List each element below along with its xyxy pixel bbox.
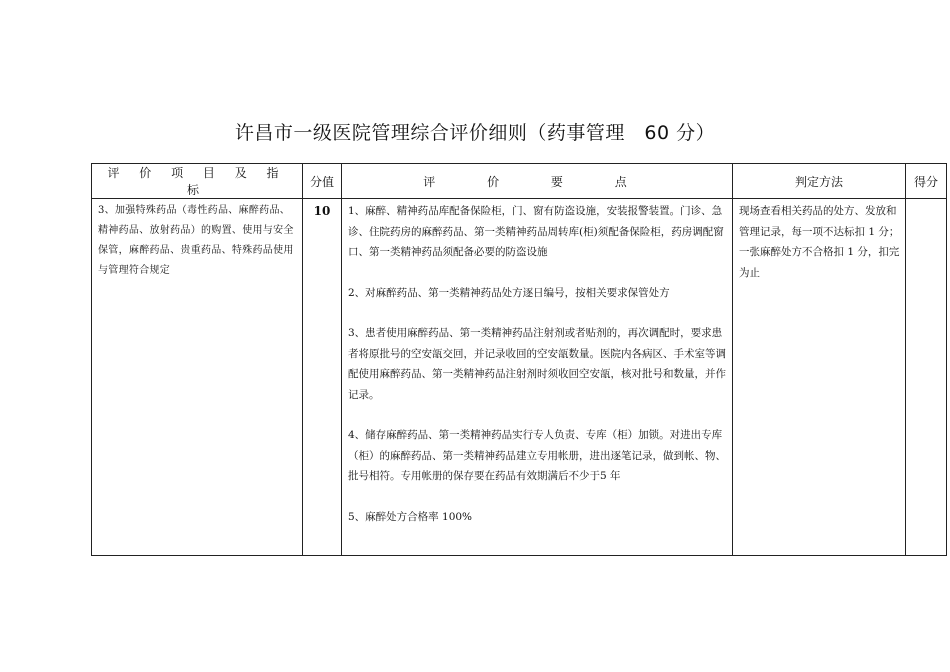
point-1: 1、麻醉、精神药品库配备保险柜，门、窗有防盗设施，安装报警装置。门诊、急诊、住院药房的麻醉药品、第一类精神药品周转库(柜)须配备保险柜，药房调配窗口、第一类精神药品须配备必要的防盗设施 bbox=[348, 205, 724, 258]
evaluation-table bbox=[91, 163, 947, 556]
point-4: 4、储存麻醉药品、第一类精神药品实行专人负责、专库（柜）加锁。对进出专库（柜）的麻醉药品、第一类精神药品建立专用帐册，进出逐笔记录，做到帐、物、批号相符。专用帐册的保存要在药品有效期满后不少于5 年 bbox=[348, 429, 726, 482]
header-earned: 得分 bbox=[906, 164, 947, 199]
table-row bbox=[92, 199, 947, 556]
item-cell bbox=[92, 199, 303, 556]
point-2: 2、对麻醉药品、第一类精神药品处方逐日编号，按相关要求保管处方 bbox=[348, 286, 670, 299]
method-text: 现场查看相关药品的处方、发放和管理记录，每一项不达标扣 1 分；一张麻醉处方不合格扣 1 分，扣完为止 bbox=[739, 205, 900, 279]
header-points: 评 价 要 点 bbox=[342, 164, 733, 199]
table-header-row bbox=[92, 164, 947, 199]
earned-cell bbox=[906, 199, 947, 556]
item-text: 3、加强特殊药品（毒性药品、麻醉药品、精神药品、放射药品）的购置、使用与安全保管，麻醉药品、贵重药品、特殊药品使用与管理符合规定 bbox=[98, 205, 294, 276]
points-cell bbox=[342, 199, 733, 556]
score-value: 10 bbox=[313, 204, 331, 218]
point-3: 3、患者使用麻醉药品、第一类精神药品注射剂或者贴剂的，再次调配时，要求患者将原批号的空安瓿交回，并记录收回的空安瓿数量。医院内各病区、手术室等调配使用麻醉药品、第一类精神药品注射剂时须收回空安瓿，核对批号和数量，并作记录。 bbox=[348, 327, 726, 401]
points-list bbox=[342, 199, 732, 527]
point-5: 5、麻醉处方合格率 100% bbox=[348, 510, 473, 523]
earned-value bbox=[906, 199, 946, 201]
score-cell bbox=[303, 199, 342, 556]
header-method: 判定方法 bbox=[733, 164, 906, 199]
method-cell bbox=[733, 199, 906, 556]
page-title: 许昌市一级医院管理综合评价细则（药事管理 60 分） bbox=[234, 122, 716, 144]
header-item: 评 价 项 目 及 指 标 bbox=[92, 164, 303, 199]
header-score: 分值 bbox=[303, 164, 342, 199]
